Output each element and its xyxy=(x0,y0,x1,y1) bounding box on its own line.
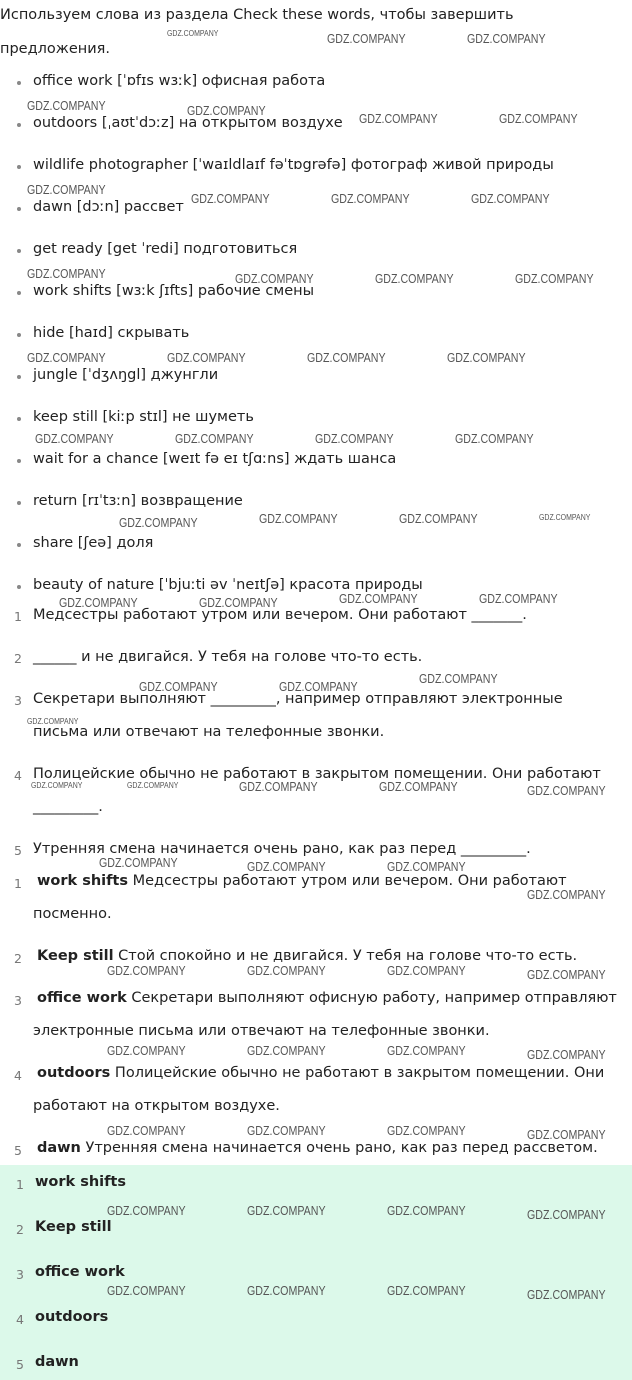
watermark: GDZ.COMPANY xyxy=(471,191,550,206)
solution-sentence-continued: посменно. xyxy=(33,906,112,922)
exercise-sentence-continued: письма или отвечают на телефонные звонки. xyxy=(33,724,385,740)
bullet-icon xyxy=(17,291,21,295)
watermark: GDZ.COMPANY xyxy=(527,887,606,902)
answer-word: office work xyxy=(37,990,127,1006)
answer-item: office work xyxy=(35,1264,125,1280)
item-number: 3 xyxy=(14,693,22,708)
watermark: GDZ.COMPANY xyxy=(327,31,406,46)
watermark: GDZ.COMPANY xyxy=(247,1123,326,1138)
item-number: 1 xyxy=(14,609,22,624)
bullet-icon xyxy=(17,333,21,337)
answer-item: dawn xyxy=(35,1354,79,1370)
vocab-text: wildlife photographer [ˈwaɪldlaɪf fəˈtɒgrəfə] фотограф живой природы xyxy=(33,157,554,173)
vocab-text: work shifts [wɜːk ʃɪfts] рабочие смены xyxy=(33,283,315,299)
watermark: GDZ.COMPANY xyxy=(399,511,478,526)
watermark: GDZ.COMPANY xyxy=(187,103,266,118)
watermark: GDZ.COMPANY xyxy=(359,111,438,126)
watermark: GDZ.COMPANY xyxy=(191,191,270,206)
bullet-icon xyxy=(17,123,21,127)
watermark: GDZ.COMPANY xyxy=(259,511,338,526)
watermark: GDZ.COMPANY xyxy=(247,1283,326,1298)
watermark: GDZ.COMPANY xyxy=(499,111,578,126)
bullet-icon xyxy=(17,543,21,547)
item-number: 5 xyxy=(16,1357,24,1372)
instruction-line-1: Используем слова из раздела Check these words, чтобы завершить xyxy=(0,7,514,23)
item-number: 4 xyxy=(14,768,22,783)
answer-word: dawn xyxy=(37,1140,81,1156)
answer-item: work shifts xyxy=(35,1174,126,1190)
watermark: GDZ.COMPANY xyxy=(527,1207,606,1222)
watermark: GDZ.COMPANY xyxy=(247,859,326,874)
vocab-text: dawn [dɔːn] рассвет xyxy=(33,199,184,215)
solution-text: Утренняя смена начинается очень рано, как раз перед рассветом. xyxy=(80,1140,598,1156)
answers-panel xyxy=(0,1165,632,1380)
watermark: GDZ.COMPANY xyxy=(107,1123,186,1138)
vocab-text: wait for a chance [weɪt fə eɪ tʃɑːns] ждать шанса xyxy=(33,451,397,467)
watermark: GDZ.COMPANY xyxy=(455,431,534,446)
vocab-text: beauty of nature [ˈbjuːti əv ˈneɪtʃə] красота природы xyxy=(33,577,423,593)
vocab-text: share [ʃeə] доля xyxy=(33,535,154,551)
answer-word: outdoors xyxy=(37,1065,111,1081)
watermark: GDZ.COMPANY xyxy=(175,431,254,446)
watermark: GDZ.COMPANY xyxy=(127,780,179,790)
watermark: GDZ.COMPANY xyxy=(31,780,83,790)
watermark: GDZ.COMPANY xyxy=(247,963,326,978)
solution-sentence xyxy=(37,1140,598,1156)
exercise-sentence: Медсестры работают утром или вечером. Они работают _______. xyxy=(33,607,527,623)
exercise-sentence: Утренняя смена начинается очень рано, как раз перед _________. xyxy=(33,841,531,857)
watermark: GDZ.COMPANY xyxy=(527,967,606,982)
bullet-icon xyxy=(17,207,21,211)
watermark: GDZ.COMPANY xyxy=(379,779,458,794)
item-number: 5 xyxy=(14,843,22,858)
solution-text: Полицейские обычно не работают в закрытом помещении. Они xyxy=(110,1065,605,1081)
watermark: GDZ.COMPANY xyxy=(387,1043,466,1058)
bullet-icon xyxy=(17,417,21,421)
exercise-sentence: Полицейские обычно не работают в закрытом помещении. Они работают xyxy=(33,766,601,782)
item-number: 1 xyxy=(14,876,22,891)
watermark: GDZ.COMPANY xyxy=(99,855,178,870)
watermark: GDZ.COMPANY xyxy=(27,182,106,197)
bullet-icon xyxy=(17,249,21,253)
vocab-text: return [rɪˈtɜːn] возвращение xyxy=(33,493,243,509)
watermark: GDZ.COMPANY xyxy=(315,431,394,446)
solution-text: Медсестры работают утром или вечером. Они работают xyxy=(128,873,567,889)
watermark: GDZ.COMPANY xyxy=(27,350,106,365)
watermark: GDZ.COMPANY xyxy=(419,671,498,686)
item-number: 2 xyxy=(14,651,22,666)
bullet-icon xyxy=(17,81,21,85)
watermark: GDZ.COMPANY xyxy=(527,783,606,798)
watermark: GDZ.COMPANY xyxy=(239,779,318,794)
bullet-icon xyxy=(17,459,21,463)
watermark: GDZ.COMPANY xyxy=(199,595,278,610)
vocab-text: jungle [ˈdʒʌŋgl] джунгли xyxy=(33,367,219,383)
watermark: GDZ.COMPANY xyxy=(387,1283,466,1298)
answer-word: Keep still xyxy=(37,948,114,964)
vocab-text: office work [ˈɒfɪs wɜːk] офисная работа xyxy=(33,73,326,89)
item-number: 5 xyxy=(14,1143,22,1158)
bullet-icon xyxy=(17,165,21,169)
watermark: GDZ.COMPANY xyxy=(235,271,314,286)
watermark: GDZ.COMPANY xyxy=(527,1127,606,1142)
watermark: GDZ.COMPANY xyxy=(387,1123,466,1138)
watermark: GDZ.COMPANY xyxy=(279,679,358,694)
item-number: 3 xyxy=(16,1267,24,1282)
solution-sentence xyxy=(37,1065,604,1081)
watermark: GDZ.COMPANY xyxy=(107,1283,186,1298)
watermark: GDZ.COMPANY xyxy=(27,266,106,281)
bullet-icon xyxy=(17,585,21,589)
solution-sentence xyxy=(37,948,577,964)
item-number: 2 xyxy=(14,951,22,966)
watermark: GDZ.COMPANY xyxy=(387,1203,466,1218)
watermark: GDZ.COMPANY xyxy=(467,31,546,46)
watermark: GDZ.COMPANY xyxy=(515,271,594,286)
solution-sentence-continued: электронные письма или отвечают на телефонные звонки. xyxy=(33,1023,490,1039)
item-number: 1 xyxy=(16,1177,24,1192)
watermark: GDZ.COMPANY xyxy=(27,98,106,113)
watermark: GDZ.COMPANY xyxy=(387,859,466,874)
watermark: GDZ.COMPANY xyxy=(35,431,114,446)
watermark: GDZ.COMPANY xyxy=(307,350,386,365)
item-number: 4 xyxy=(16,1312,24,1327)
watermark: GDZ.COMPANY xyxy=(387,963,466,978)
exercise-sentence: ______ и не двигайся. У тебя на голове что-то есть. xyxy=(33,649,423,665)
answer-item: outdoors xyxy=(35,1309,109,1325)
bullet-icon xyxy=(17,375,21,379)
watermark: GDZ.COMPANY xyxy=(375,271,454,286)
watermark: GDZ.COMPANY xyxy=(107,963,186,978)
bullet-icon xyxy=(17,501,21,505)
watermark: GDZ.COMPANY xyxy=(119,515,198,530)
answer-word: work shifts xyxy=(37,873,128,889)
solution-text: Стой спокойно и не двигайся. У тебя на голове что-то есть. xyxy=(113,948,578,964)
watermark: GDZ.COMPANY xyxy=(247,1203,326,1218)
watermark: GDZ.COMPANY xyxy=(167,28,219,38)
watermark: GDZ.COMPANY xyxy=(167,350,246,365)
vocab-text: hide [haɪd] скрывать xyxy=(33,325,190,341)
answer-item: Keep still xyxy=(35,1219,112,1235)
solution-sentence xyxy=(37,990,617,1006)
exercise-sentence: Секретари выполняют _________, например отправляют электронные xyxy=(33,691,563,707)
watermark: GDZ.COMPANY xyxy=(139,679,218,694)
vocab-text: get ready [get ˈredi] подготовиться xyxy=(33,241,298,257)
item-number: 4 xyxy=(14,1068,22,1083)
vocab-text: outdoors [ˌaʊtˈdɔːz] на открытом воздухе xyxy=(33,115,343,131)
watermark: GDZ.COMPANY xyxy=(59,595,138,610)
watermark: GDZ.COMPANY xyxy=(247,1043,326,1058)
watermark: GDZ.COMPANY xyxy=(107,1043,186,1058)
solution-text: Секретари выполняют офисную работу, например отправляют xyxy=(126,990,617,1006)
watermark: GDZ.COMPANY xyxy=(107,1203,186,1218)
watermark: GDZ.COMPANY xyxy=(447,350,526,365)
solution-sentence-continued: работают на открытом воздухе. xyxy=(33,1098,280,1114)
watermark: GDZ.COMPANY xyxy=(339,591,418,606)
watermark: GDZ.COMPANY xyxy=(331,191,410,206)
watermark: GDZ.COMPANY xyxy=(539,512,591,522)
solution-sentence xyxy=(37,873,567,889)
instruction-line-2: предложения. xyxy=(0,41,110,57)
exercise-sentence-continued: _________. xyxy=(33,799,103,815)
watermark: GDZ.COMPANY xyxy=(527,1047,606,1062)
item-number: 3 xyxy=(14,993,22,1008)
watermark: GDZ.COMPANY xyxy=(479,591,558,606)
watermark: GDZ.COMPANY xyxy=(527,1287,606,1302)
item-number: 2 xyxy=(16,1222,24,1237)
watermark: GDZ.COMPANY xyxy=(27,716,79,726)
vocab-text: keep still [kiːp stɪl] не шуметь xyxy=(33,409,254,425)
